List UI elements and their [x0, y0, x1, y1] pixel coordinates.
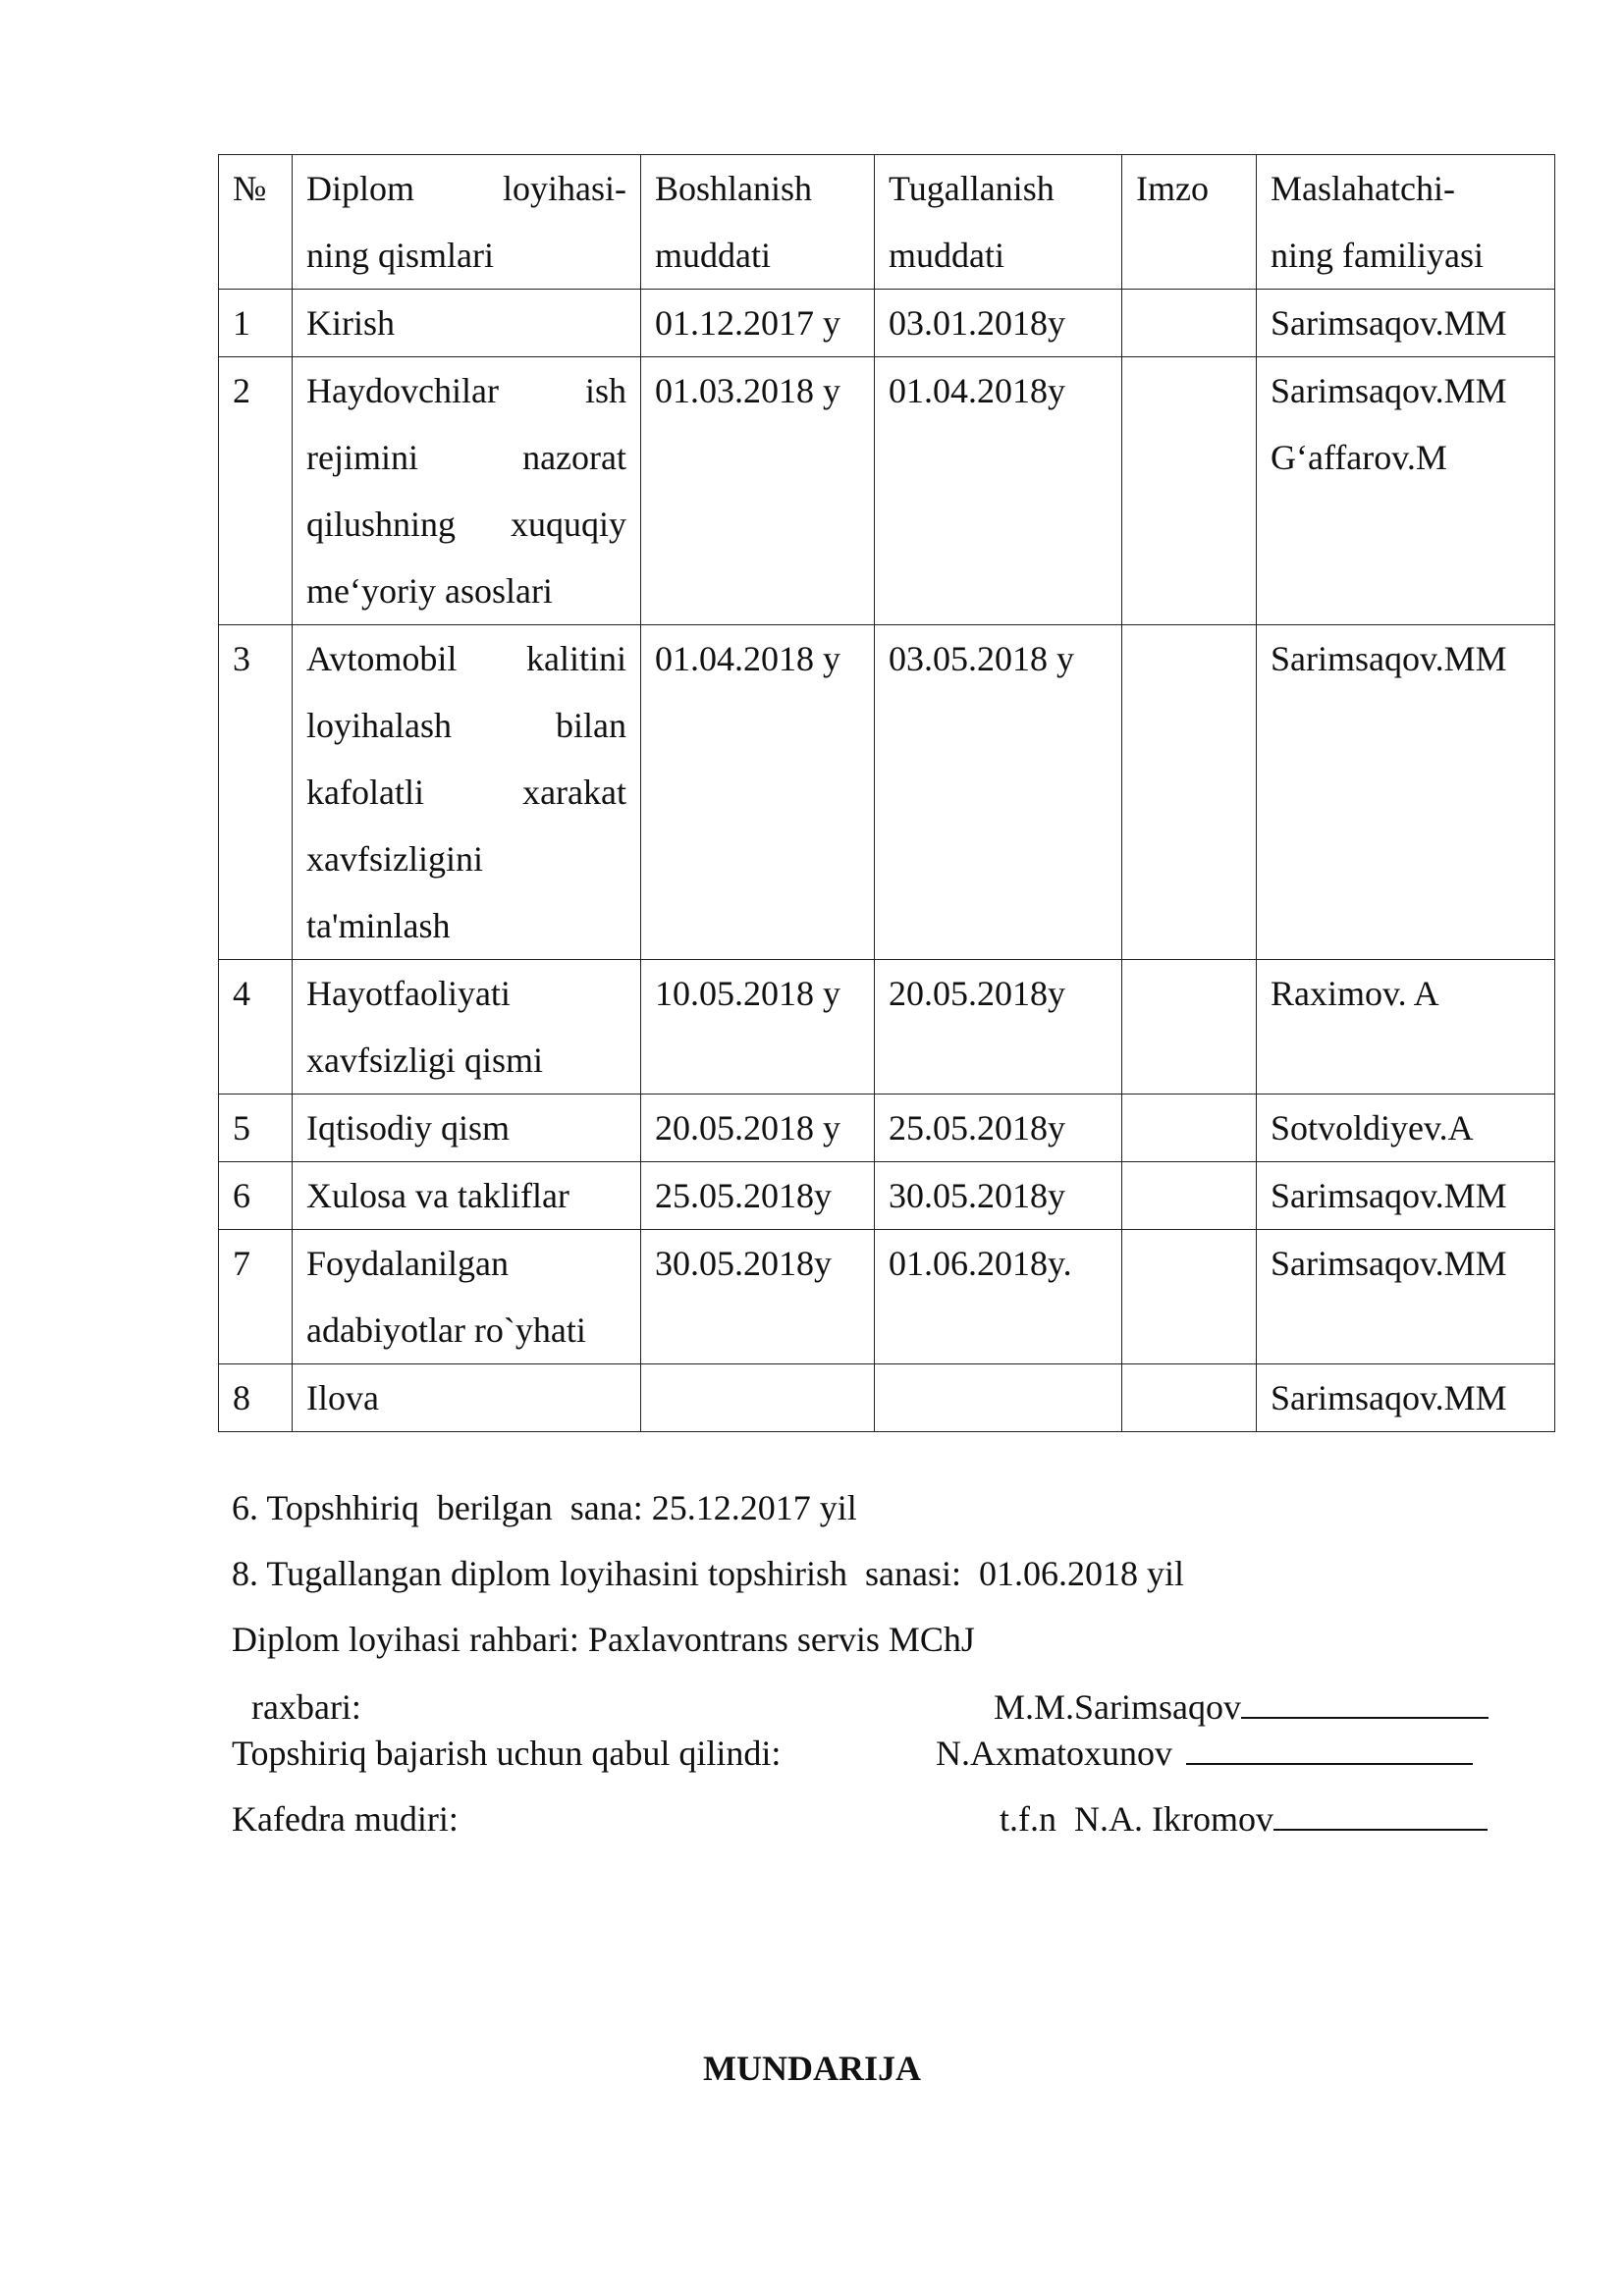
cell-part-line: ta'minlash [306, 906, 451, 945]
cell-signature [1122, 1364, 1257, 1432]
cell-start-date: 30.05.2018y [641, 1230, 875, 1364]
cell-part-line: adabiyotlar ro`yhati [306, 1310, 586, 1350]
dept-head-signature [1000, 1797, 1488, 1841]
cell-number: 6 [219, 1162, 293, 1230]
cell-advisor-line: Sarimsaqov.MM [1271, 303, 1507, 343]
cell-start-date: 25.05.2018y [641, 1162, 875, 1230]
supervisor-line: Diplom loyihasi rahbari: Paxlavontrans servis MChJ [232, 1620, 975, 1659]
cell-number: 7 [219, 1230, 293, 1364]
dept-head-name: t.f.n N.A. Ikromov [1000, 1799, 1273, 1839]
cell-start-date: 01.04.2018 y [641, 625, 875, 960]
cell-advisor [1257, 290, 1555, 357]
cell-advisor [1257, 1364, 1555, 1432]
header-number: № [219, 155, 293, 290]
header-signature: Imzo [1122, 155, 1257, 290]
cell-part [293, 625, 641, 960]
cell-part-line: Hayotfaoliyati [306, 974, 511, 1013]
cell-number: 4 [219, 960, 293, 1095]
cell-advisor-line: Sarimsaqov.MM [1271, 1176, 1507, 1215]
accepted-signature-blank [1186, 1734, 1473, 1765]
cell-advisor [1257, 357, 1555, 625]
cell-part-line: Avtomobil kalitini [306, 639, 626, 678]
cell-part-line: loyihalash bilan [306, 706, 626, 745]
cell-part-line: kafolatli xarakat [306, 773, 626, 812]
cell-part [293, 960, 641, 1095]
table-row [219, 357, 1555, 625]
header-advisor: Maslahatchi- ning familiyasi [1257, 155, 1555, 290]
cell-part-line: Kirish [306, 303, 395, 343]
cell-part-line: xavfsizligini [306, 839, 483, 879]
table-row [219, 1364, 1555, 1432]
cell-number: 3 [219, 625, 293, 960]
issued-date-line: 6. Topshhiriq berilgan sana: 25.12.2017 yil [232, 1488, 857, 1527]
cell-advisor-line: Sarimsaqov.MM [1271, 639, 1507, 678]
dept-head-signature-blank [1273, 1799, 1488, 1831]
head-label: raxbari: [251, 1687, 361, 1727]
cell-advisor [1257, 960, 1555, 1095]
cell-start-date: 01.03.2018 y [641, 357, 875, 625]
cell-part [293, 1162, 641, 1230]
cell-advisor-line: Sarimsaqov.MM [1271, 1378, 1507, 1417]
cell-signature [1122, 1095, 1257, 1162]
table-body [219, 290, 1555, 1432]
cell-part [293, 1364, 641, 1432]
accepted-label: Topshiriq bajarish uchun qabul qilindi: [232, 1734, 782, 1773]
head-name: M.M.Sarimsaqov [994, 1687, 1241, 1727]
cell-part [293, 1230, 641, 1364]
cell-part-line: Foydalanilgan [306, 1244, 509, 1283]
cell-end-date: 25.05.2018y [875, 1095, 1122, 1162]
table-row [219, 1230, 1555, 1364]
table-header-row [219, 155, 1555, 290]
diploma-schedule-table [218, 154, 1555, 1432]
cell-number: 1 [219, 290, 293, 357]
cell-part-line: Iqtisodiy qism [306, 1108, 511, 1148]
cell-end-date [875, 1364, 1122, 1432]
cell-signature [1122, 625, 1257, 960]
cell-part-line: xavfsizligi qismi [306, 1041, 543, 1080]
cell-part-line: me‘yoriy asoslari [306, 571, 553, 611]
cell-start-date [641, 1364, 875, 1432]
cell-number: 2 [219, 357, 293, 625]
cell-number: 5 [219, 1095, 293, 1162]
dept-head-label: Kafedra mudiri: [232, 1799, 459, 1839]
head-signature-blank [1241, 1687, 1489, 1719]
cell-part-line: Ilova [306, 1378, 379, 1417]
cell-end-date: 01.04.2018y [875, 357, 1122, 625]
cell-signature [1122, 357, 1257, 625]
cell-start-date: 10.05.2018 y [641, 960, 875, 1095]
cell-advisor-line: Sarimsaqov.MM [1271, 371, 1507, 410]
cell-advisor-line: Sotvoldiyev.A [1271, 1108, 1474, 1148]
cell-part-line: rejimini nazorat [306, 438, 626, 477]
cell-end-date: 30.05.2018y [875, 1162, 1122, 1230]
cell-signature [1122, 1162, 1257, 1230]
cell-part-line: qilushning xuquqiy [306, 505, 626, 544]
cell-number: 8 [219, 1364, 293, 1432]
cell-advisor [1257, 1162, 1555, 1230]
cell-advisor-line: Sarimsaqov.MM [1271, 1244, 1507, 1283]
cell-end-date: 03.05.2018 y [875, 625, 1122, 960]
cell-part [293, 357, 641, 625]
contents-title: MUNDARIJA [703, 2049, 921, 2088]
cell-signature [1122, 960, 1257, 1095]
cell-start-date: 20.05.2018 y [641, 1095, 875, 1162]
table-row [219, 960, 1555, 1095]
cell-advisor-line: Raximov. A [1271, 974, 1439, 1013]
cell-advisor [1257, 1095, 1555, 1162]
cell-start-date: 01.12.2017 y [641, 290, 875, 357]
accepted-signature [936, 1732, 1473, 1775]
cell-end-date: 03.01.2018y [875, 290, 1122, 357]
header-end: Tugallanish muddati [875, 155, 1122, 290]
cell-advisor [1257, 625, 1555, 960]
cell-part [293, 1095, 641, 1162]
table-row [219, 625, 1555, 960]
cell-advisor [1257, 1230, 1555, 1364]
table-row [219, 1162, 1555, 1230]
cell-end-date: 20.05.2018y [875, 960, 1122, 1095]
table-row [219, 290, 1555, 357]
cell-part-line: Haydovchilar ish [306, 371, 626, 410]
header-start: Boshlanish muddati [641, 155, 875, 290]
header-part: Diplom loyihasi- ning qismlari [293, 155, 641, 290]
cell-part-line: Xulosa va takliflar [306, 1176, 569, 1215]
table-row [219, 1095, 1555, 1162]
submission-date-line: 8. Tugallangan diplom loyihasini topshirish sanasi: 01.06.2018 yil [232, 1554, 1185, 1593]
cell-end-date: 01.06.2018y. [875, 1230, 1122, 1364]
head-signature [994, 1685, 1489, 1729]
cell-signature [1122, 1230, 1257, 1364]
cell-part [293, 290, 641, 357]
cell-advisor-line: G‘affarov.M [1271, 438, 1447, 477]
cell-signature [1122, 290, 1257, 357]
accepted-name: N.Axmatoxunov [936, 1734, 1172, 1773]
